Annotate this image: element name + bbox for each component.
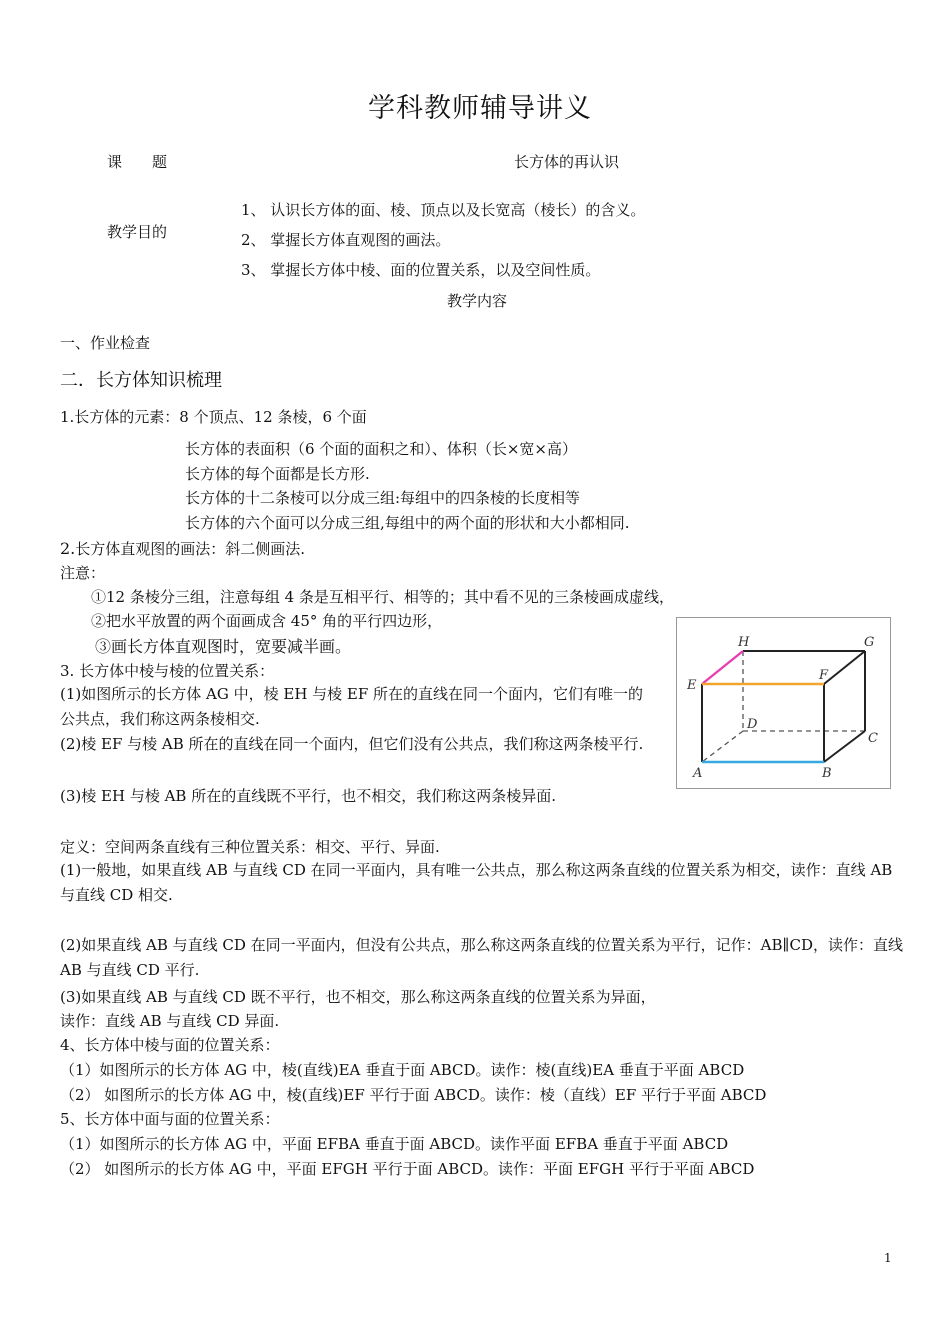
lineplane-item: （2） 如图所示的长方体 AG 中，棱(直线)EF 平行于面 ABCD。读作：棱（直线）EF 平行于平面 ABCD [60, 1086, 767, 1104]
vertex-label-G: G [864, 635, 875, 650]
note-item: ③画长方体直观图时，宽要减半画。 [95, 637, 352, 656]
definition-paragraph-3b: 读作：直线 AB 与直线 CD 异面. [60, 1012, 280, 1030]
edges-paragraph-1: (1)如图所示的长方体 AG 中，棱 EH 与棱 EF 所在的直线在同一个面内，它们有唯一的公共点，我们称这两条棱相交. [60, 685, 644, 728]
edges-title: 3. 长方体中棱与棱的位置关系： [60, 662, 275, 680]
content-heading: 教学内容 [447, 292, 508, 310]
definition-paragraph-3: (3)如果直线 AB 与直线 CD 既不平行，也不相交，那么称这两条直线的位置关系为异面， [60, 988, 656, 1006]
edges-paragraph-2: (2)棱 EF 与棱 AB 所在的直线在同一个面内，但它们没有公共点，我们称这两条棱平行. [60, 735, 644, 753]
goal-label: 教学目的 [107, 223, 168, 241]
vertex-label-B: B [822, 766, 832, 781]
edge-CB [824, 731, 865, 762]
note-item: ②把水平放置的两个面画成含 45° 角的平行四边形， [91, 612, 443, 630]
elements-line: 长方体的十二条棱可以分成三组:每组中的四条棱的长度相等 [185, 489, 581, 507]
edge-GF [824, 651, 865, 684]
vertex-label-D: D [747, 717, 758, 732]
elements-line: 长方体的六个面可以分成三组,每组中的两个面的形状和大小都相同. [185, 513, 630, 532]
drawing-intro-text: 长方体直观图的画法：斜二侧画法. [75, 540, 306, 558]
goal-list [241, 198, 645, 288]
note-label: 注意： [60, 564, 106, 582]
note-item: ①12 条棱分三组，注意每组 4 条是互相平行、相等的；其中看不见的三条棱画成虚线， [91, 588, 674, 606]
definition-paragraph-2: (2)如果直线 AB 与直线 CD 在同一平面内，但没有公共点，那么称这两条直线的位置关系为平行，记作：AB∥CD，读作：直线 AB 与直线 CD 平行. [60, 936, 903, 979]
drawing-intro-number: 2. [60, 539, 76, 558]
vertex-label-F: F [819, 668, 829, 683]
elements-intro: 1.长方体的元素：8 个顶点、12 条棱，6 个面 [60, 408, 367, 426]
elements-line: 长方体的每个面都是长方形. [185, 464, 370, 483]
goal-item: 3、 掌握长方体中棱、面的位置关系，以及空间性质。 [241, 261, 601, 279]
section-knowledge: 二．长方体知识梳理 [60, 370, 222, 391]
planeplane-title: 5、长方体中面与面的位置关系： [60, 1110, 280, 1128]
section-homework: 一、作业检查 [60, 334, 151, 352]
planeplane-item: （2） 如图所示的长方体 AG 中，平面 EFGH 平行于面 ABCD。读作：平面 EFGH 平行于平面 ABCD [60, 1160, 755, 1178]
edge-EH [702, 651, 743, 684]
definition-intro: 定义：空间两条直线有三种位置关系：相交、平行、异面. [60, 838, 440, 856]
vertex-label-E: E [687, 678, 697, 693]
definition-paragraph-1: (1)一般地，如果直线 AB 与直线 CD 在同一平面内，具有唯一公共点，那么称这两条直线的位置关系为相交，读作：直线 AB 与直线 CD 相交. [60, 861, 893, 904]
vertex-label-H: H [738, 635, 750, 650]
vertex-label-C: C [868, 731, 878, 746]
page-title: 学科教师辅导讲义 [368, 93, 592, 124]
goal-item: 2、 掌握长方体直观图的画法。 [241, 231, 451, 249]
vertex-label-A: A [693, 766, 703, 781]
goal-item: 1、 认识长方体的面、棱、顶点以及长宽高（棱长）的含义。 [241, 201, 646, 219]
planeplane-item: （1）如图所示的长方体 AG 中，平面 EFBA 垂直于面 ABCD。读作平面 EFBA 垂直于平面 ABCD [60, 1135, 729, 1153]
edge-DA [702, 731, 743, 762]
lineplane-title: 4、长方体中棱与面的位置关系： [60, 1036, 280, 1054]
drawing-intro [60, 538, 305, 559]
edges-paragraph-3: (3)棱 EH 与棱 AB 所在的直线既不平行，也不相交，我们称这两条棱异面. [60, 787, 556, 805]
elements-line: 长方体的表面积（6 个面的面积之和）、体积（长×宽×高） [185, 440, 577, 458]
topic-value: 长方体的再认识 [514, 153, 620, 171]
page-number: 1 [884, 1251, 892, 1265]
cuboid-figure [676, 617, 891, 789]
elements-lines [185, 437, 630, 535]
lineplane-item: （1）如图所示的长方体 AG 中，棱(直线)EA 垂直于面 ABCD。读作：棱(直线)EA 垂直于平面 ABCD [60, 1061, 745, 1079]
cuboid-diagram [677, 618, 890, 788]
topic-label: 课 题 [107, 153, 168, 171]
